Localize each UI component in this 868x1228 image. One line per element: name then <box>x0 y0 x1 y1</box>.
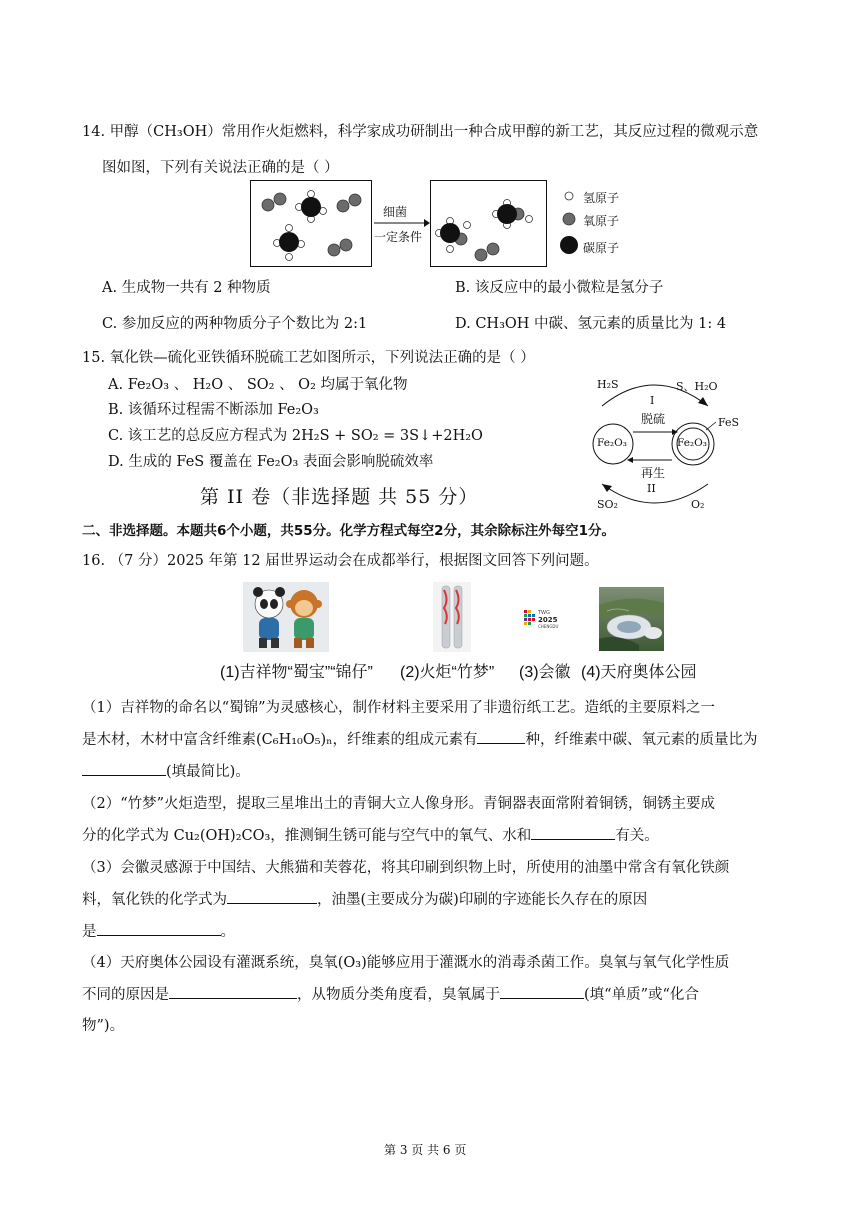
oxygen-atom-icon <box>563 213 575 225</box>
q16-p2-line2 <box>82 824 659 845</box>
product-molecules-figure <box>431 181 546 266</box>
arrow-label-bottom: 一定条件 <box>374 230 423 244</box>
q16-p2-line1: （2）“竹梦”火炬造型，提取三星堆出土的青铜大立人像身形。青铜器表面常附着铜锈，铜锈主要成 <box>82 796 716 812</box>
q16-p3-line2 <box>82 888 647 909</box>
caption-mascot: (1)吉祥物“蜀宝”“锦仔” <box>220 664 373 681</box>
q16-p1-line2-post: 种，纤维素中碳、氧元素的质量比为 <box>525 732 758 748</box>
q15-stem: 15. 氧化铁—硫化亚铁循环脱硫工艺如图所示，下列说法正确的是（ ） <box>82 350 535 366</box>
label-fes: FeS <box>718 416 740 429</box>
q15-option-b: B. 该循环过程需不断添加 Fe₂O₃ <box>108 402 319 418</box>
q16-p3-line1: （3）会徽灵感源于中国结、大熊猫和芙蓉花，将其印刷到织物上时，所使用的油墨中常含有氧化铁颜 <box>82 860 730 876</box>
q16-stem: 16. （7 分）2025 年第 12 届世界运动会在成都举行，根据图文回答下列问题。 <box>82 553 599 569</box>
q16-p4-line2-mid: ，从物质分类角度看，臭氧属于 <box>297 987 500 1003</box>
emblem-text-city: CHENGDU <box>538 624 559 629</box>
legend-carbon: 碳原子 <box>583 241 620 255</box>
q16-p3-line3-post: 。 <box>220 924 235 940</box>
label-h2s: H₂S <box>597 378 619 391</box>
q16-p4-line3: 物”)。 <box>82 1018 125 1034</box>
caption-emblem: (3)会徽 <box>519 664 571 681</box>
section2-heading: 二、非选择题。本题共6个小题，共55分。化学方程式每空2分，其余除标注外每空1分。 <box>82 523 615 539</box>
q15-option-c: C. 该工艺的总反应方程式为 2H₂S + SO₂ = 3S↓+2H₂O <box>108 428 483 444</box>
q16-p1-line1: （1）吉祥物的命名以“蜀锦”为灵感核心，制作材料主要采用了非遗衍纸工艺。造纸的主要原料之一 <box>82 700 716 716</box>
q16-p1-line3-text: (填最简比)。 <box>166 764 250 780</box>
q15-option-a: A. Fe₂O₃ 、 H₂O 、 SO₂ 、 O₂ 均属于氧化物 <box>108 377 408 393</box>
q14-stem-line2: 图如图，下列有关说法正确的是（ ） <box>102 160 339 176</box>
label-so2: SO₂ <box>597 498 618 511</box>
q16-p1-line2 <box>82 728 757 749</box>
q16-p2-line2-pre: 分的化学式为 Cu₂(OH)₂CO₃，推测铜生锈可能与空气中的氧气、水和 <box>82 828 532 844</box>
q14-option-d: D. CH₃OH 中碳、氢元素的质量比为 1: 4 <box>455 316 727 332</box>
arrow-label-top: 细菌 <box>383 205 408 219</box>
label-s-h2o: S、H₂O <box>676 380 718 393</box>
q14-option-a: A. 生成物一共有 2 种物质 <box>102 280 271 296</box>
label-fe2o3-left: Fe₂O₃ <box>597 437 627 449</box>
part2-title: 第 II 卷（非选择题 共 55 分） <box>200 486 479 508</box>
label-fe2o3-right: Fe₂O₃ <box>677 437 707 449</box>
products-box <box>430 180 547 267</box>
q16-p3-line3-pre: 是 <box>82 924 97 940</box>
answer-blank-iron-oxide-formula[interactable] <box>227 889 317 904</box>
mascot-image <box>243 582 329 652</box>
caption-torch: (2)火炬“竹梦” <box>400 664 495 681</box>
q16-p4-line2-pre: 不同的原因是 <box>82 987 169 1003</box>
legend-oxygen: 氧原子 <box>583 214 620 228</box>
label-desulfurization: 脱硫 <box>641 412 666 426</box>
page-footer: 第 3 页 共 6 页 <box>384 1143 467 1157</box>
q14-stem-line1: 14. 甲醇（CH₃OH）常用作火炬燃料，科学家成功研制出一种合成甲醇的新工艺，其反应过程的微观示意 <box>82 124 759 140</box>
answer-blank-mass-ratio[interactable] <box>82 761 166 776</box>
q16-p4-line1: （4）天府奥体公园设有灌溉系统，臭氧(O₃)能够应用于灌溉水的消毒杀菌工作。臭氧与氧气化学性质 <box>82 955 730 971</box>
answer-blank-rust-factor[interactable] <box>531 825 615 840</box>
answer-blank-element-count[interactable] <box>477 729 525 744</box>
label-roman-2: II <box>647 482 656 495</box>
q14-option-b: B. 该反应中的最小微粒是氢分子 <box>455 280 664 296</box>
q16-p4-line2 <box>82 983 699 1004</box>
reactants-box <box>250 180 372 267</box>
reaction-arrow-icon <box>372 218 430 228</box>
carbon-atom-icon <box>560 236 578 254</box>
label-roman-1: I <box>650 394 655 407</box>
emblem-text-twg: TWG <box>538 610 550 616</box>
reactant-molecules-figure <box>251 181 371 266</box>
q16-p3-line2-post: ，油墨(主要成分为碳)印刷的字迹能长久存在的原因 <box>317 892 648 908</box>
answer-blank-ink-reason[interactable] <box>97 921 221 936</box>
park-image <box>599 587 664 651</box>
q16-p3-line3 <box>82 920 235 941</box>
q16-p1-line2-pre: 是木材，木材中富含纤维素(C₆H₁₀O₅)ₙ，纤维素的组成元素有 <box>82 732 478 748</box>
emblem-image <box>522 604 564 634</box>
q16-p3-line2-pre: 料，氧化铁的化学式为 <box>82 892 227 908</box>
legend-hydrogen: 氢原子 <box>583 191 620 205</box>
q14-option-c: C. 参加反应的两种物质分子个数比为 2:1 <box>102 316 368 332</box>
q16-p2-line2-post: 有关。 <box>615 828 659 844</box>
legend-markers <box>560 189 578 259</box>
q16-p1-line3 <box>82 760 250 781</box>
answer-blank-ozone-reason[interactable] <box>169 984 297 999</box>
caption-park: (4)天府奥体公园 <box>581 664 697 681</box>
label-o2: O₂ <box>691 498 705 511</box>
torch-image <box>433 582 471 652</box>
hydrogen-atom-icon <box>565 192 573 200</box>
q15-option-d: D. 生成的 FeS 覆盖在 Fe₂O₃ 表面会影响脱硫效率 <box>108 454 434 470</box>
emblem-text-year: 2025 <box>538 616 558 624</box>
q16-p4-line2-post: (填“单质”或“化合 <box>584 987 699 1003</box>
label-regeneration: 再生 <box>641 466 666 480</box>
answer-blank-ozone-class[interactable] <box>500 984 584 999</box>
